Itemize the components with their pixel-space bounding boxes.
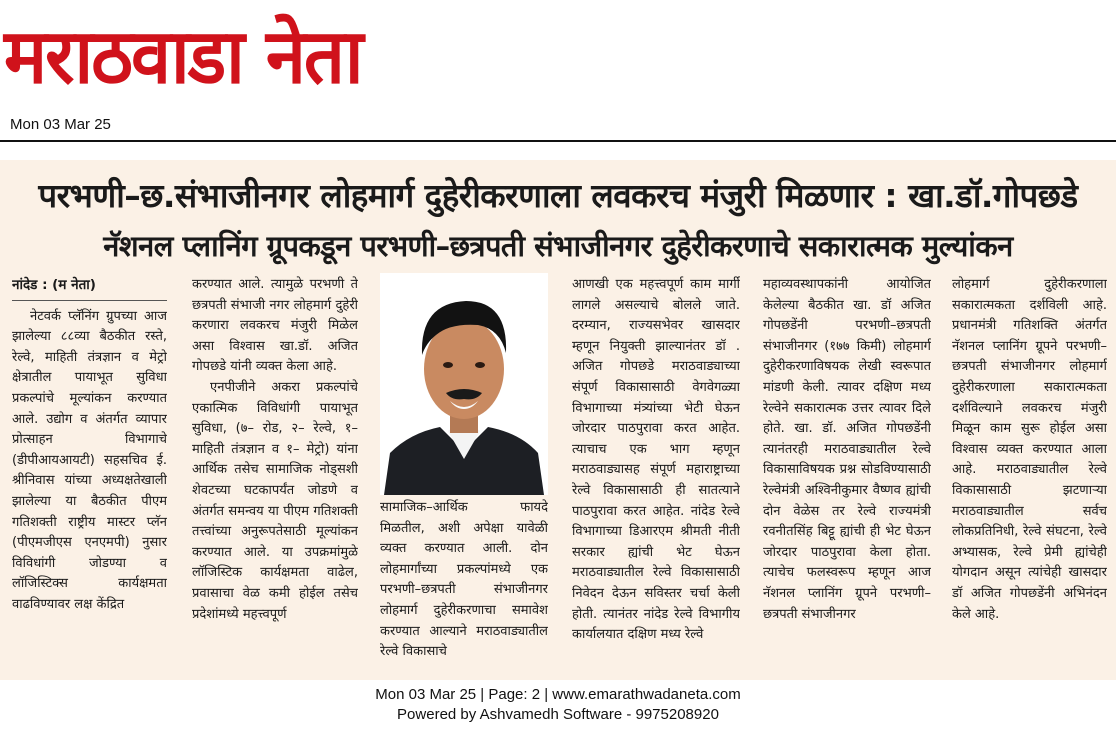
footer-page-info[interactable]: Mon 03 Mar 25 | Page: 2 | www.emarathwadaneta.com: [375, 686, 741, 703]
masthead: [0, 0, 1116, 142]
masthead-divider: [0, 140, 1116, 142]
dateline-divider: [12, 300, 167, 301]
paragraph: नेटवर्क प्लॅनिंग ग्रुपच्या आज झालेल्या ८८व्या बैठकीत रस्ते, रेल्वे, माहिती तंत्रज्ञान व मेट्रो क्षेत्रातील पायाभूत सुविधा प्रकल्पांचे मूल्यांकन करण्यात आले. उद्योग व अंतर्गत व्यापार प्रोत्साहन विभागाचे (डीपीआयआयटी) सहसचिव ई. श्रीनिवास यांच्या अध्यक्षतेखाली झालेल्या या बैठकीत पीएम गतिशक्ती राष्ट्रीय मास्टर प्लॅन (पीएमजीएस एनएमपी) नुसार विविधांगी जोडण्या व लॉजिस्टिक्स कार्यक्षमता वाढविण्यावर लक्ष केंद्रित: [12, 308, 167, 612]
paragraph: सामाजिक–आर्थिक फायदे मिळतील, अशी अपेक्षा यावेळी व्यक्त करण्यात आली. दोन लोहमार्गांच्या प्रकल्पांमध्ये एक परभणी–छत्रपती संभाजीनगर लोहमार्ग दुहेरीकरणाचा समावेश करण्यात आल्याने मराठवाड्यातील रेल्वे विकासाचे: [380, 500, 548, 660]
article-column-4: [572, 275, 740, 675]
footer-credit: Powered by Ashvamedh Software - 9975208920: [397, 706, 719, 723]
article-column-3: [380, 498, 548, 676]
article-subheadline: नॅशनल प्लानिंग ग्रूपकडून परभणी–छत्रपती संभाजीनगर दुहेरीकरणाचे सकारात्मक मुल्यांकन: [103, 229, 1013, 263]
paragraph: एनपीजीने अकरा प्रकल्पांचे एकात्मिक विविधांगी पायाभूत सुविधा, (७– रोड, २– रेल्वे, १– माहिती तंत्रज्ञान व १– मेट्रो) यांना आर्थिक तसेच सामाजिक नोड्सशी शेवटच्या घटकापर्यंत जोडणे व अंतर्गत समन्वय या पीएम गतिशक्ती तत्त्वांच्या अनुरूपतेसाठी मूल्यांकन करण्यात आले. या उपक्रमांमुळे लॉजिस्टिक कार्यक्षमता वाढेल, प्रवासाचा वेळ कमी होईल तसेच प्रदेशांमध्ये महत्त्वपूर्ण: [192, 379, 358, 622]
edition-date: Mon 03 Mar 25: [10, 116, 111, 133]
portrait-photo: [380, 273, 548, 495]
paragraph: महाव्यवस्थापकांनी आयोजित केलेल्या बैठकीत खा. डॉ अजित गोपछडेंनी परभणी–छत्रपती संभाजीनगर (१७७ किमी) लोहमार्ग दुहेरीकरणाविषयक लेखी स्वरूपात मांडणी केली. त्यावर दक्षिण मध्य रेल्वेने सकारात्मक उत्तर त्यावर दिले होते. खा. डॉ. अजित गोपछडेंनी त्यानंतरही मराठवाड्यातील रेल्वे विकासाविषयक प्रश्न सोडविण्यासाठी रेल्वेमंत्री अश्विनीकुमार वैष्णव ह्यांची दोन वेळेस तर रेल्वे राज्यमंत्री रवनीतसिंह बिट्टू ह्यांची ही भेट घेऊन जोरदार पाठपुरावा केला होता. त्याचेच फलस्वरूप म्हणून आज नॅशनल प्लानिंग ग्रूपने परभणी–छत्रपती संभाजीनगर: [763, 277, 931, 622]
article-headline: परभणी–छ.संभाजीनगर लोहमार्ग दुहेरीकरणाला लवकरच मंजुरी मिळणार : खा.डॉ.गोपछडे: [38, 176, 1078, 215]
paragraph: लोहमार्ग दुहेरीकरणाला सकारात्मकता दर्शविली आहे. प्रधानमंत्री गतिशक्ति अंतर्गत नॅशनल प्लानिंग ग्रूपने परभणी–छत्रपती संभाजीनगर लोहमार्ग दुहेरीकरणाला सकारात्मकता दर्शविल्याने लवकरच मंजुरी मिळून काम सुरू होईल असा विश्वास व्यक्त करण्यात आला आहे. मराठवाड्यातील रेल्वे विकासासाठी झटणाऱ्या मराठवाड्यातील सर्वच लोकप्रतिनिधी, रेल्वे संघटना, रेल्वे अभ्यासक, रेल्वे प्रेमी ह्यांचेही योगदान असून त्यांचेही खासदार डॉ अजित गोपछडेंनी अभिनंदन केले आहे.: [952, 277, 1107, 622]
person-portrait-icon: [380, 273, 548, 495]
paragraph: करण्यात आले. त्यामुळे परभणी ते छत्रपती संभाजी नगर लोहमार्ग दुहेरी करणारा लवकरच मंजुरी मिळेल असा विश्वास खा.डॉ. अजित गोपछडे यांनी व्यक्त केला आहे.: [192, 277, 358, 375]
article-clipping: [0, 160, 1116, 680]
paragraph: आणखी एक महत्त्वपूर्ण काम मार्गी लागले असल्याचे बोलले जाते. दरम्यान, राज्यसभेवर खासदार म्हणून नियुक्ती झाल्यानंतर डॉ . अजित गोपछडे मराठवाड्याच्या संपूर्ण विकासासाठी वेगवेगळ्या विभागाच्या मंत्र्यांच्या भेटी घेऊन जोरदार पाठपुरावा करत आहेत. त्याचाच एक भाग म्हणून मराठवाड्यासह संपूर्ण महाराष्ट्राच्या रेल्वे विकासासाठी ही सातत्याने पाठपुरावा करत आहेत. नांदेड रेल्वे विभागाच्या डिआरएम श्रीमती नीती सरकार ह्यांची भेट घेऊन मराठवाड्यातील रेल्वे विकासासाठी निवेदन देऊन सविस्तर चर्चा केली होती. त्यानंतर नांदेड रेल्वे विभागीय कार्यालयात दक्षिण मध्य रेल्वे: [572, 277, 740, 643]
article-dateline: नांदेड : (म नेता): [12, 277, 96, 293]
article-column-6: [952, 275, 1107, 675]
article-column-5: [763, 275, 931, 675]
newspaper-logo[interactable]: मराठवाडा नेता: [4, 11, 362, 101]
article-column-1: [12, 275, 167, 675]
article-column-2: [192, 275, 358, 675]
